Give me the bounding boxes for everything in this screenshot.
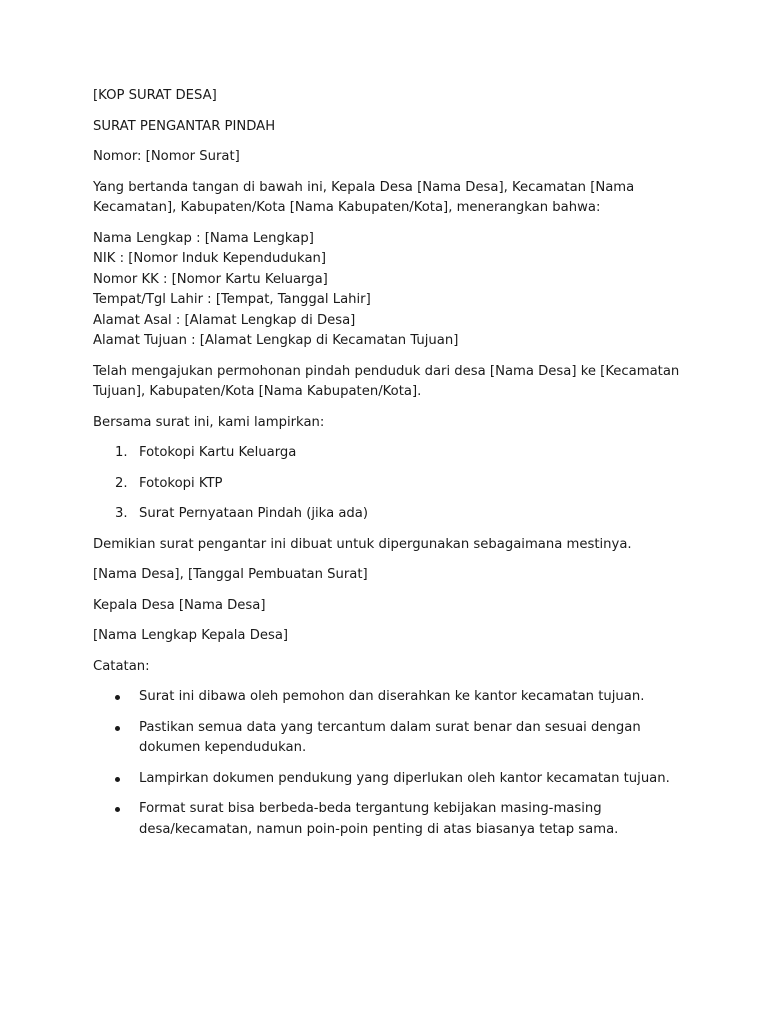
closing-paragraph: Demikian surat pengantar ini dibuat untuk dipergunakan sebagaimana mestinya. [93,536,632,552]
letter-title: SURAT PENGANTAR PINDAH [93,118,276,134]
list-number: 3. [115,506,128,521]
list-item [93,474,683,495]
list-item [93,687,683,708]
letterhead-placeholder: [KOP SURAT DESA] [93,88,217,103]
list-item-text: Pastikan semua data yang tercantum dalam surat benar dan sesuai dengan dokumen kependudukan. [139,719,641,755]
bullet-icon [115,695,120,700]
list-item-text: Format surat bisa berbeda-beda tergantung kebijakan masing-masing desa/kecamatan, namun poin-poin penting di atas biasanya tetap sama. [139,801,619,837]
list-item [93,799,683,840]
notes-heading: Catatan: [93,658,150,674]
place-date: [Nama Desa], [Tanggal Pembuatan Surat] [93,567,368,582]
bullet-icon [115,777,120,782]
bullet-icon [115,726,120,731]
field-destination-address: Alamat Tujuan : [Alamat Lengkap di Kecamatan Tujuan] [93,333,459,348]
field-kk-number: Nomor KK : [Nomor Kartu Keluarga] [93,271,328,287]
field-nik: NIK : [Nomor Induk Kependudukan] [93,251,327,266]
attachments-intro: Bersama surat ini, kami lampirkan: [93,414,325,430]
bullet-icon [115,807,120,812]
list-number: 2. [115,475,128,491]
field-full-name: Nama Lengkap : [Nama Lengkap] [93,230,314,246]
list-item-text: Surat ini dibawa oleh pemohon dan diserahkan ke kantor kecamatan tujuan. [139,689,645,704]
list-item-text: Fotokopi Kartu Keluarga [139,445,297,460]
list-item [93,443,683,464]
signer-name: [Nama Lengkap Kepala Desa] [93,628,289,643]
letter-number: Nomor: [Nomor Surat] [93,149,240,164]
letter-body [93,86,683,850]
notes-list [93,687,683,840]
statement-paragraph: Telah mengajukan permohonan pindah penduduk dari desa [Nama Desa] ke [Kecamatan Tujuan], Kabupaten/Kota [Nama Kabupaten/Kota]. [93,363,680,399]
list-item-text: Fotokopi KTP [139,475,223,491]
identity-fields [93,229,683,352]
attachments-list [93,443,683,525]
list-number: 1. [115,445,128,460]
intro-paragraph: Yang bertanda tangan di bawah ini, Kepala Desa [Nama Desa], Kecamatan [Nama Kecamatan], Kabupaten/Kota [Nama Kabupaten/Kota], menerangkan bahwa: [93,179,635,215]
list-item [93,769,683,790]
field-origin-address: Alamat Asal : [Alamat Lengkap di Desa] [93,312,356,328]
list-item [93,718,683,759]
signer-title: Kepala Desa [Nama Desa] [93,597,266,613]
list-item [93,504,683,525]
list-item-text: Surat Pernyataan Pindah (jika ada) [139,506,369,521]
list-item-text: Lampirkan dokumen pendukung yang diperlukan oleh kantor kecamatan tujuan. [139,770,670,786]
field-birth-place-date: Tempat/Tgl Lahir : [Tempat, Tanggal Lahir] [93,292,371,307]
